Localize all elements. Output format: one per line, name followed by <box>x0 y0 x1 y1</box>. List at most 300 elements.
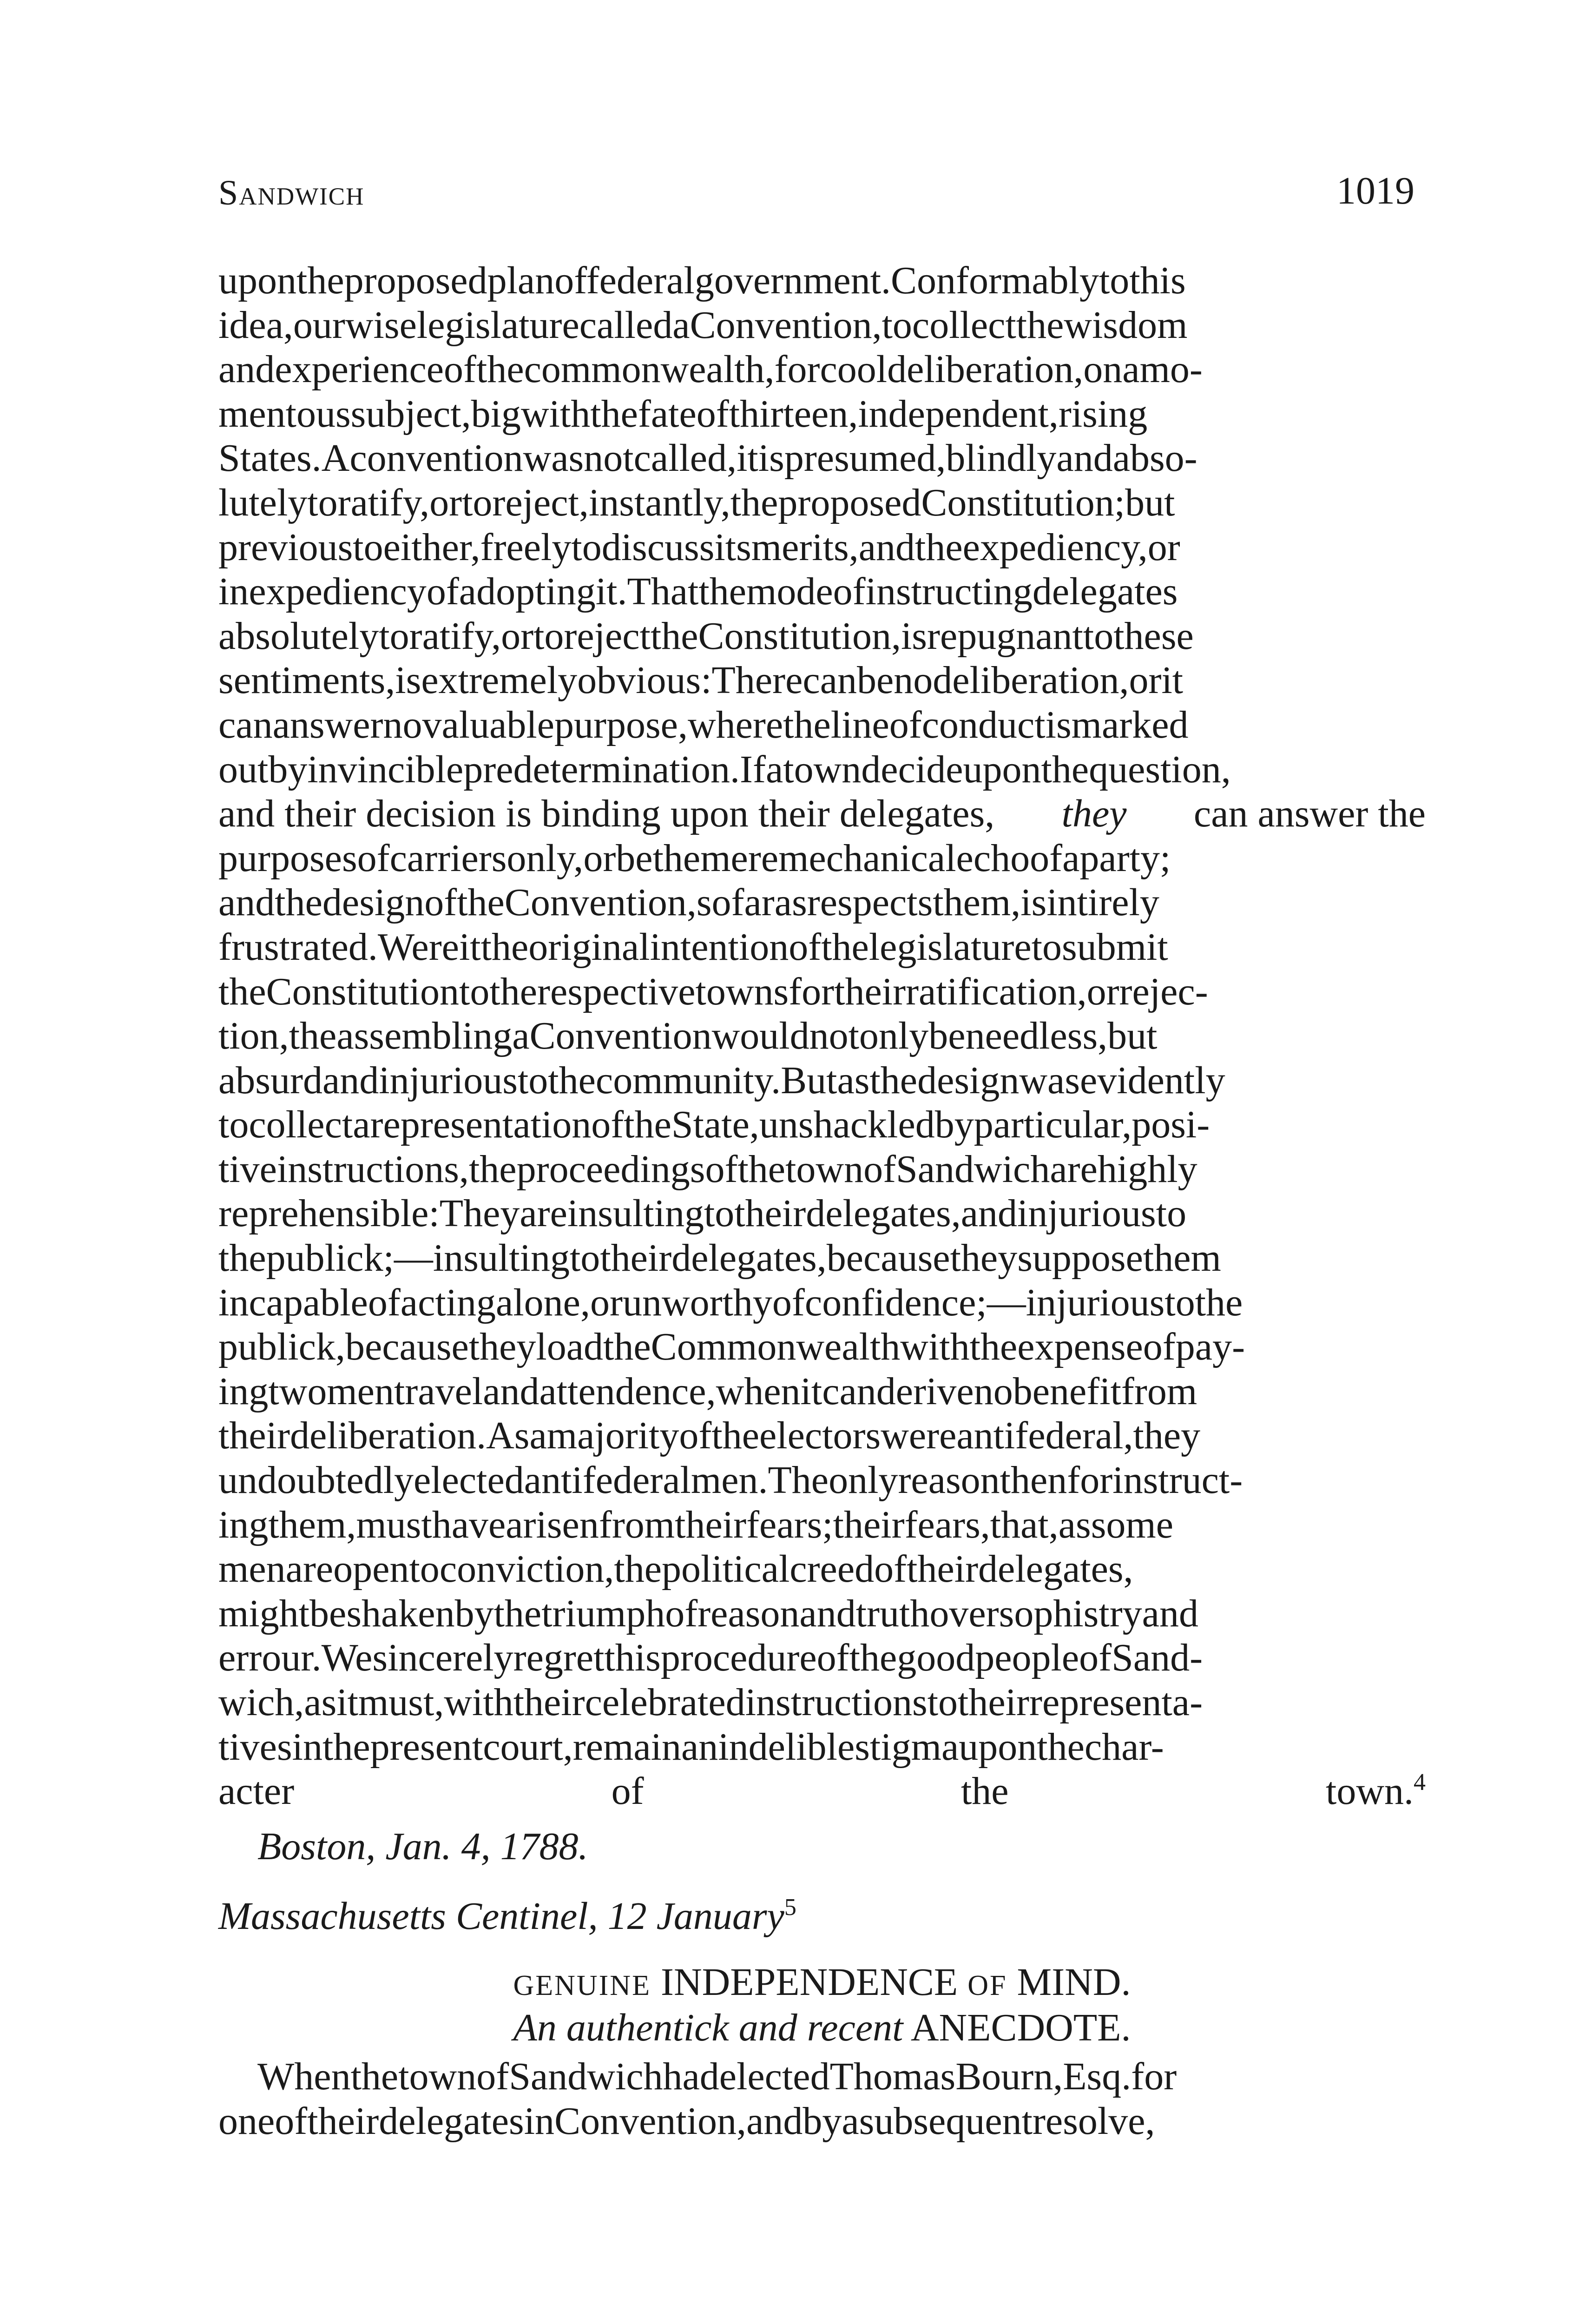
word: people <box>975 1636 1079 1680</box>
headline-end: MIND. <box>1017 1961 1131 2004</box>
word: the <box>711 1414 759 1458</box>
text-line <box>218 1281 1426 1325</box>
subheadline-end: ANECDOTE. <box>910 2006 1131 2049</box>
word: only <box>829 1459 898 1502</box>
word: because <box>826 1236 950 1280</box>
word: instructing <box>865 570 1033 614</box>
word: the <box>289 1014 337 1058</box>
word: invincible <box>307 747 464 791</box>
word: to <box>1164 1281 1195 1324</box>
word: the <box>493 1591 542 1635</box>
word: tives <box>218 1725 292 1769</box>
word: only <box>859 1014 929 1058</box>
word: a <box>766 747 783 791</box>
word: to <box>1099 259 1130 302</box>
word: as <box>774 881 807 924</box>
word: derive <box>876 1369 974 1413</box>
word: delegates, <box>671 1236 827 1280</box>
text-line <box>218 525 1426 570</box>
word: to <box>379 614 409 658</box>
text-line <box>218 614 1426 659</box>
word: or <box>1086 970 1119 1013</box>
word: original <box>528 925 650 969</box>
word: mentous <box>218 392 351 436</box>
word: can <box>803 659 857 702</box>
word: ratify, <box>337 481 430 524</box>
word: their <box>907 1547 979 1591</box>
main-paragraph <box>218 258 1426 1814</box>
text-line <box>218 303 1426 348</box>
italic-emphasis: they <box>1061 792 1127 836</box>
headline-main: INDEPENDENCE <box>660 1961 958 2004</box>
word: indelible <box>718 1725 855 1769</box>
word: mere <box>700 836 779 880</box>
word: deliberation, <box>887 348 1084 391</box>
subheadline-italic: An authentick and recent <box>513 2006 903 2049</box>
word: acting <box>400 1281 496 1324</box>
word: the <box>457 881 505 924</box>
word: reject <box>564 614 651 658</box>
word: be <box>309 1591 347 1635</box>
text-line <box>218 1458 1426 1503</box>
word: reject, <box>492 481 589 524</box>
word: their <box>513 1681 585 1724</box>
word: inexpediency <box>218 570 427 614</box>
word: and <box>218 881 275 924</box>
word: might <box>218 1591 310 1635</box>
word: legislature <box>868 925 1032 969</box>
word: to <box>533 614 564 658</box>
text-line <box>218 703 1426 747</box>
word: majority <box>546 1414 679 1458</box>
word: it <box>336 1681 358 1724</box>
word: is <box>901 614 927 658</box>
word: men. <box>691 1459 768 1502</box>
source-title: Massachusetts Centinel, 12 January <box>218 1895 784 1938</box>
word: or <box>429 481 462 524</box>
word: their <box>675 1503 747 1546</box>
word: the <box>218 1236 266 1280</box>
word: to <box>1083 614 1114 658</box>
text-line <box>218 436 1426 481</box>
word: the <box>869 1058 918 1102</box>
word: the <box>1195 1281 1243 1324</box>
word: was <box>1019 1058 1080 1102</box>
word: State, <box>671 1103 759 1147</box>
word: as <box>1058 1503 1091 1546</box>
word: pay- <box>1175 1325 1245 1369</box>
text-line <box>218 880 1426 925</box>
word: over <box>929 1591 999 1635</box>
word: to <box>462 481 493 524</box>
word: it. <box>595 570 627 614</box>
word: electors <box>759 1414 881 1458</box>
word: for <box>789 970 835 1013</box>
word: upon <box>963 747 1041 791</box>
word: a <box>353 1103 370 1147</box>
text-segment: and their decision is binding upon their delegates, <box>218 792 995 836</box>
word: insulting <box>567 1192 704 1235</box>
word: expediency, <box>962 525 1148 569</box>
word: to <box>927 1681 958 1724</box>
word: are <box>1050 1147 1098 1191</box>
word: men <box>218 1547 286 1591</box>
word: representa- <box>1029 1681 1203 1724</box>
word: errour. <box>218 1636 322 1680</box>
word: assembling <box>336 1014 513 1058</box>
word: conduct <box>921 703 1046 746</box>
word: predetermination. <box>463 747 740 791</box>
word: an <box>681 1725 718 1769</box>
word: wich, <box>218 1681 304 1724</box>
word: of <box>874 1547 907 1591</box>
word: unworthy <box>622 1281 772 1324</box>
word: the <box>730 481 778 524</box>
word: rising <box>1058 392 1148 436</box>
word: fears, <box>904 1503 990 1546</box>
text-line <box>218 392 1426 436</box>
word: called, <box>633 436 737 480</box>
word: of <box>357 836 390 880</box>
word: elected <box>413 1459 524 1502</box>
text-line <box>218 1369 1426 1414</box>
word: of <box>816 1636 849 1680</box>
word: a <box>529 1414 547 1458</box>
word: community. <box>595 1058 781 1102</box>
text-line <box>218 1503 1426 1547</box>
word: shaken <box>346 1591 455 1635</box>
text-line <box>218 658 1426 703</box>
word: antifederal, <box>956 1414 1133 1458</box>
word: of <box>679 1414 712 1458</box>
word: submit <box>1062 925 1168 969</box>
word: the <box>1016 303 1064 347</box>
word: the <box>969 1325 1018 1369</box>
word: Sandwich <box>896 1147 1050 1191</box>
word: procedure <box>660 1636 817 1680</box>
word: sentiments, <box>218 659 395 702</box>
word: a <box>672 303 690 347</box>
word: undoubtedly <box>218 1459 414 1502</box>
word: proposed <box>778 481 921 524</box>
word: lutely <box>218 481 308 524</box>
word: Convention <box>529 1014 712 1058</box>
word: to <box>1156 1192 1187 1235</box>
word: upon <box>959 1725 1037 1769</box>
word: their <box>958 1681 1029 1724</box>
word: incapable <box>218 1281 368 1324</box>
word: when <box>716 1369 801 1413</box>
word: travel <box>394 1369 483 1413</box>
word: and <box>858 525 915 569</box>
word: absolutely <box>218 614 379 658</box>
word: but <box>1125 481 1175 524</box>
word: the <box>915 525 963 569</box>
word: not <box>809 1014 859 1058</box>
word: political <box>662 1547 790 1591</box>
word: for <box>774 348 820 391</box>
word: have <box>432 1503 506 1546</box>
word: or <box>1129 659 1162 702</box>
word: of <box>476 2055 509 2098</box>
word: char- <box>1084 1725 1164 1769</box>
word: men <box>327 1369 394 1413</box>
word: Convention, <box>504 881 697 924</box>
word: discuss <box>601 525 715 569</box>
word: freely <box>480 525 572 569</box>
word: by <box>934 1103 974 1147</box>
word: to <box>517 1058 548 1102</box>
word: Were <box>377 925 459 969</box>
word: it <box>800 1369 822 1413</box>
word: celebrated <box>585 1681 745 1724</box>
word: present <box>370 1725 483 1769</box>
word: with <box>444 1681 513 1724</box>
word: be <box>928 1014 966 1058</box>
word: these <box>1113 614 1194 658</box>
word: Convention, <box>690 303 882 347</box>
word: adopting <box>459 570 596 614</box>
word: antifederal <box>524 1459 691 1502</box>
word: to <box>704 1192 735 1235</box>
word: to <box>1031 925 1062 969</box>
word: reason <box>697 1591 800 1635</box>
text-line <box>218 1769 1426 1814</box>
text-line <box>218 1058 1426 1103</box>
word: can <box>822 1369 876 1413</box>
word: injurious <box>1017 1192 1156 1235</box>
word: or <box>590 1281 623 1324</box>
word: highly <box>1097 1147 1197 1191</box>
word: only, <box>507 836 584 880</box>
word: no <box>894 659 933 702</box>
word: and <box>799 1591 856 1635</box>
word: The <box>768 1459 829 1502</box>
word: mode <box>746 570 833 614</box>
word: carriers <box>389 836 507 880</box>
word: legislature <box>416 303 579 347</box>
word: commonwealth, <box>524 348 775 391</box>
word: the <box>783 703 831 746</box>
word: delegates <box>1032 570 1178 614</box>
word: resolve, <box>1032 2099 1155 2143</box>
word: subject, <box>350 392 471 436</box>
page-number: 1019 <box>1336 169 1414 212</box>
word: them, <box>268 1503 356 1546</box>
text-line <box>218 1636 1426 1680</box>
word: That <box>627 570 699 614</box>
word: publick, <box>218 1325 345 1369</box>
word: respective <box>537 970 696 1013</box>
word: collect <box>249 1103 353 1147</box>
word: were <box>881 1414 957 1458</box>
text-line <box>218 481 1426 525</box>
word: intirely <box>1046 881 1159 924</box>
word: their <box>600 1236 672 1280</box>
word: marked <box>1071 703 1189 746</box>
word: of <box>1079 1636 1112 1680</box>
headline-prefix: GENUINE <box>513 1970 651 2001</box>
text-line <box>218 1147 1426 1192</box>
word: the <box>821 925 869 969</box>
word: fate <box>638 392 697 436</box>
text-line <box>218 836 1426 881</box>
text-line <box>218 792 1426 836</box>
text-line <box>218 1413 1426 1458</box>
word: upon <box>218 259 296 302</box>
word: in <box>524 2099 555 2143</box>
word: it <box>1161 659 1184 702</box>
word: A <box>321 436 350 480</box>
word: some <box>1091 1503 1174 1546</box>
word: by <box>268 747 308 791</box>
word: line <box>830 703 889 746</box>
word: instructions <box>745 1681 928 1724</box>
article-subheadline <box>218 2005 1426 2050</box>
word: of <box>889 703 922 746</box>
word: to <box>353 525 383 569</box>
word: independent, <box>858 392 1059 436</box>
word: proposed <box>344 259 487 302</box>
word: a <box>1122 348 1140 391</box>
word: unshackled <box>759 1103 935 1147</box>
word: representation <box>370 1103 592 1147</box>
text-line <box>218 2099 1426 2144</box>
word: the <box>218 970 266 1013</box>
word: is <box>395 659 421 702</box>
word: cool <box>820 348 888 391</box>
text-line <box>218 1236 1426 1281</box>
word: proceedings <box>516 1147 705 1191</box>
text-line <box>218 2054 1426 2099</box>
word: the <box>275 881 322 924</box>
word: ratify, <box>409 614 501 658</box>
word: wise <box>345 303 417 347</box>
word: the <box>614 1547 662 1591</box>
word: of <box>444 348 477 391</box>
text-line <box>218 1191 1426 1236</box>
word: to <box>307 481 338 524</box>
word: to <box>218 1103 249 1147</box>
word: of <box>368 1281 401 1324</box>
word: collect <box>912 303 1016 347</box>
word: no <box>383 703 422 746</box>
word: rejec- <box>1119 970 1208 1013</box>
word: intention <box>650 925 789 969</box>
word: or <box>501 614 534 658</box>
word: abso- <box>1112 436 1197 480</box>
word: particular, <box>974 1103 1132 1147</box>
word: or <box>583 836 616 880</box>
word: town <box>783 747 862 791</box>
word: either, <box>383 525 480 569</box>
word: reason <box>898 1459 1000 1502</box>
word: answer <box>272 703 383 746</box>
word: Commonwealth <box>651 1325 901 1369</box>
word: out <box>218 747 269 791</box>
word: the <box>624 1103 671 1147</box>
word: experience <box>275 348 444 391</box>
word: of <box>275 2099 308 2143</box>
word: government. <box>694 259 891 302</box>
word: from <box>1121 1369 1197 1413</box>
word: two <box>268 1369 327 1413</box>
word: posi- <box>1132 1103 1210 1147</box>
word: of <box>696 392 729 436</box>
text-line <box>218 1591 1426 1636</box>
word: They <box>439 1192 520 1235</box>
word: ing <box>218 1369 269 1413</box>
dateline: Boston, Jan. 4, 1788. <box>257 1825 588 1868</box>
word: are <box>285 1547 334 1591</box>
word: mechanical <box>778 836 956 880</box>
word: because <box>345 1325 469 1369</box>
word: of <box>789 925 822 969</box>
word: had <box>663 2055 719 2098</box>
word: must, <box>358 1681 444 1724</box>
word: they <box>468 1325 536 1369</box>
word: blindly <box>946 436 1057 480</box>
word: called <box>579 303 673 347</box>
word: purpose, <box>554 703 688 746</box>
text-line <box>218 1680 1426 1725</box>
text-segment: acter of the town. <box>218 1769 1414 1813</box>
word: We <box>321 1636 373 1680</box>
word: of <box>426 570 459 614</box>
footnote-ref-4[interactable]: 4 <box>1414 1769 1426 1796</box>
word: from <box>599 1503 675 1546</box>
word: absurd <box>218 1058 322 1102</box>
word: sincerely <box>372 1636 513 1680</box>
word: confidence;—injurious <box>804 1281 1165 1324</box>
word: instructions, <box>276 1147 469 1191</box>
word: to <box>569 1236 600 1280</box>
text-line <box>218 1103 1426 1147</box>
word: it <box>737 436 758 480</box>
word: of <box>863 1147 896 1191</box>
word: is <box>758 436 784 480</box>
word: the <box>489 970 537 1013</box>
word: question, <box>1089 747 1231 791</box>
footnote-ref-5[interactable]: 5 <box>784 1894 796 1921</box>
word: the <box>1041 747 1089 791</box>
word: Convention, <box>554 2099 747 2143</box>
text-segment: can answer the <box>1193 792 1426 836</box>
word: obvious: <box>577 659 712 702</box>
word: subsequent <box>859 2099 1033 2143</box>
word: the <box>350 2055 399 2098</box>
word: previous <box>218 525 353 569</box>
word: this <box>1129 259 1186 302</box>
text-line <box>218 925 1426 970</box>
word: not <box>584 436 634 480</box>
word: to <box>571 525 602 569</box>
word: party; <box>1079 836 1171 880</box>
word: to <box>882 303 912 347</box>
word: design <box>322 881 425 924</box>
word: fears; <box>746 1503 833 1546</box>
text-line <box>218 1325 1426 1369</box>
word: decide <box>861 747 963 791</box>
word: stigma <box>855 1725 959 1769</box>
word: alone, <box>496 1281 590 1324</box>
word: is <box>1045 703 1072 746</box>
word: to <box>409 1547 440 1591</box>
word: its <box>714 525 751 569</box>
word: purposes <box>218 836 357 880</box>
word: must <box>356 1503 432 1546</box>
word: valuable <box>422 703 554 746</box>
